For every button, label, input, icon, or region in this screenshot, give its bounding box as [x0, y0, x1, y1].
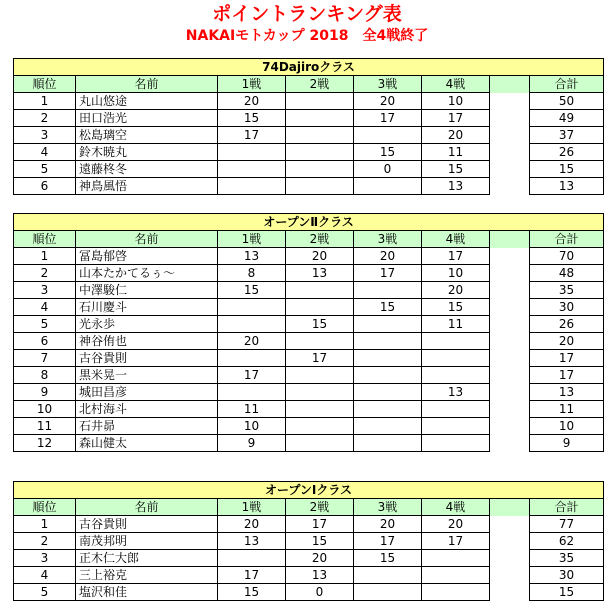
- header-r4: 4戦: [422, 499, 490, 516]
- cell-r3: [354, 282, 422, 299]
- header-rank: 順位: [14, 231, 76, 248]
- cell-r4: [422, 550, 490, 567]
- cell-name: 古谷貴則: [76, 350, 218, 367]
- cell-r1: 15: [218, 584, 286, 601]
- cell-r3: [354, 384, 422, 401]
- class-title: オープンⅠクラス: [14, 482, 604, 499]
- cell-total: 48: [530, 265, 604, 282]
- cell-r3: 20: [354, 93, 422, 110]
- class-title: オープンⅡクラス: [14, 214, 604, 231]
- cell-r2: [286, 127, 354, 144]
- cell-r4: 11: [422, 144, 490, 161]
- cell-rank: 5: [14, 161, 76, 178]
- cell-rank: 2: [14, 533, 76, 550]
- cell-r1: 17: [218, 367, 286, 384]
- cell-r2: [286, 110, 354, 127]
- cell-r1: 20: [218, 333, 286, 350]
- table-row: [14, 516, 604, 533]
- cell-spacer: [490, 333, 530, 350]
- cell-r3: 15: [354, 550, 422, 567]
- cell-r2: [286, 435, 354, 452]
- cell-spacer: [490, 265, 530, 282]
- cell-rank: 7: [14, 350, 76, 367]
- cell-spacer: [490, 435, 530, 452]
- cell-r2: [286, 333, 354, 350]
- cell-name: 冨島郁啓: [76, 248, 218, 265]
- cell-r3: [354, 435, 422, 452]
- cell-rank: 9: [14, 384, 76, 401]
- cell-total: 10: [530, 418, 604, 435]
- header-row: [14, 231, 604, 248]
- cell-total: 50: [530, 93, 604, 110]
- table-row: [14, 367, 604, 384]
- cell-spacer: [490, 161, 530, 178]
- cell-total: 30: [530, 299, 604, 316]
- cell-r3: [354, 350, 422, 367]
- header-total: 合計: [530, 231, 604, 248]
- cell-total: 20: [530, 333, 604, 350]
- table-row: [14, 282, 604, 299]
- cell-r4: [422, 367, 490, 384]
- cell-r1: [218, 550, 286, 567]
- cell-rank: 11: [14, 418, 76, 435]
- cell-r3: 15: [354, 144, 422, 161]
- table-row: [14, 299, 604, 316]
- cell-rank: 1: [14, 93, 76, 110]
- table-row: [14, 550, 604, 567]
- class-title: 74Dajiroクラス: [14, 59, 604, 76]
- cell-total: 26: [530, 316, 604, 333]
- table-row: [14, 401, 604, 418]
- table-row: [14, 567, 604, 584]
- cell-total: 9: [530, 435, 604, 452]
- cell-r2: 15: [286, 533, 354, 550]
- header-r4: 4戦: [422, 76, 490, 93]
- cell-r2: 20: [286, 248, 354, 265]
- cell-name: 城田昌彦: [76, 384, 218, 401]
- header-spacer: [490, 499, 530, 516]
- cell-spacer: [490, 401, 530, 418]
- cell-rank: 8: [14, 367, 76, 384]
- cell-r1: [218, 384, 286, 401]
- header-r3: 3戦: [354, 499, 422, 516]
- cell-rank: 12: [14, 435, 76, 452]
- cell-name: 森山健太: [76, 435, 218, 452]
- cell-total: 37: [530, 127, 604, 144]
- cell-total: 15: [530, 584, 604, 601]
- header-r1: 1戦: [218, 231, 286, 248]
- header-r2: 2戦: [286, 231, 354, 248]
- cell-r2: [286, 144, 354, 161]
- cell-r2: 13: [286, 567, 354, 584]
- table-row: [14, 144, 604, 161]
- cell-r2: [286, 178, 354, 195]
- cell-total: 11: [530, 401, 604, 418]
- class-title-row: [14, 482, 604, 499]
- header-r4: 4戦: [422, 231, 490, 248]
- cell-r3: 0: [354, 161, 422, 178]
- cell-r3: 17: [354, 533, 422, 550]
- cell-rank: 4: [14, 299, 76, 316]
- cell-r3: 17: [354, 265, 422, 282]
- cell-name: 田口浩光: [76, 110, 218, 127]
- header-spacer: [490, 76, 530, 93]
- header-r1: 1戦: [218, 499, 286, 516]
- cell-total: 62: [530, 533, 604, 550]
- cell-r1: 11: [218, 401, 286, 418]
- cell-r4: 10: [422, 265, 490, 282]
- cell-name: 石井昴: [76, 418, 218, 435]
- cell-r1: 15: [218, 282, 286, 299]
- cell-r4: [422, 401, 490, 418]
- cell-r1: [218, 178, 286, 195]
- cell-name: 正木仁大郎: [76, 550, 218, 567]
- header-total: 合計: [530, 499, 604, 516]
- cell-name: 鈴木暁丸: [76, 144, 218, 161]
- cell-name: 中澤駿仁: [76, 282, 218, 299]
- cell-rank: 1: [14, 516, 76, 533]
- cell-rank: 3: [14, 127, 76, 144]
- cell-r4: [422, 567, 490, 584]
- cell-r2: [286, 93, 354, 110]
- cell-spacer: [490, 418, 530, 435]
- table-row: [14, 584, 604, 601]
- cell-r4: [422, 435, 490, 452]
- cell-rank: 3: [14, 282, 76, 299]
- header-rank: 順位: [14, 76, 76, 93]
- cell-r2: 15: [286, 316, 354, 333]
- cell-name: 塩沢和佳: [76, 584, 218, 601]
- cell-spacer: [490, 282, 530, 299]
- cell-total: 17: [530, 367, 604, 384]
- cell-name: 光永歩: [76, 316, 218, 333]
- header-name: 名前: [76, 499, 218, 516]
- cell-rank: 10: [14, 401, 76, 418]
- cell-spacer: [490, 299, 530, 316]
- cell-r3: 20: [354, 516, 422, 533]
- table-row: [14, 161, 604, 178]
- cell-spacer: [490, 93, 530, 110]
- cell-r1: 13: [218, 248, 286, 265]
- cell-r2: [286, 299, 354, 316]
- cell-rank: 5: [14, 584, 76, 601]
- class-table-open-1: [13, 481, 604, 601]
- cell-r3: [354, 316, 422, 333]
- table-row: [14, 316, 604, 333]
- cell-r3: [354, 178, 422, 195]
- cell-r4: 20: [422, 127, 490, 144]
- cell-r1: 17: [218, 567, 286, 584]
- cell-r4: 15: [422, 161, 490, 178]
- cell-spacer: [490, 110, 530, 127]
- cell-spacer: [490, 144, 530, 161]
- cell-name: 遠藤柊冬: [76, 161, 218, 178]
- cell-r3: [354, 401, 422, 418]
- cell-spacer: [490, 127, 530, 144]
- cell-rank: 4: [14, 144, 76, 161]
- cell-r2: [286, 161, 354, 178]
- cell-r1: 15: [218, 110, 286, 127]
- header-row: [14, 76, 604, 93]
- cell-r4: 17: [422, 110, 490, 127]
- cell-r2: 20: [286, 550, 354, 567]
- cell-total: 17: [530, 350, 604, 367]
- class-table-74dajiro: [13, 58, 604, 195]
- cell-spacer: [490, 178, 530, 195]
- cell-r4: 13: [422, 178, 490, 195]
- cell-total: 13: [530, 178, 604, 195]
- cell-r4: [422, 333, 490, 350]
- cell-total: 49: [530, 110, 604, 127]
- header-spacer: [490, 231, 530, 248]
- table-row: [14, 110, 604, 127]
- header-r3: 3戦: [354, 76, 422, 93]
- header-r1: 1戦: [218, 76, 286, 93]
- cell-name: 三上裕克: [76, 567, 218, 584]
- cell-spacer: [490, 584, 530, 601]
- cell-r4: 15: [422, 299, 490, 316]
- cell-rank: 4: [14, 567, 76, 584]
- table-row: [14, 350, 604, 367]
- header-r2: 2戦: [286, 76, 354, 93]
- cell-name: 南茂邦明: [76, 533, 218, 550]
- cell-name: 古谷貴則: [76, 516, 218, 533]
- cell-total: 26: [530, 144, 604, 161]
- class-title-row: [14, 59, 604, 76]
- cell-r2: 17: [286, 516, 354, 533]
- header-total: 合計: [530, 76, 604, 93]
- cell-r2: 13: [286, 265, 354, 282]
- cell-r1: [218, 350, 286, 367]
- cell-r1: 20: [218, 516, 286, 533]
- cell-name: 石川慶斗: [76, 299, 218, 316]
- table-row: [14, 178, 604, 195]
- cell-name: 黒米晃一: [76, 367, 218, 384]
- cell-total: 77: [530, 516, 604, 533]
- cell-r1: 17: [218, 127, 286, 144]
- cell-r1: [218, 316, 286, 333]
- header-r2: 2戦: [286, 499, 354, 516]
- cell-r2: [286, 282, 354, 299]
- cell-rank: 2: [14, 110, 76, 127]
- cell-rank: 5: [14, 316, 76, 333]
- cell-r1: 10: [218, 418, 286, 435]
- cell-name: 神谷侑也: [76, 333, 218, 350]
- cell-rank: 3: [14, 550, 76, 567]
- cell-r4: 20: [422, 282, 490, 299]
- cell-r4: 17: [422, 533, 490, 550]
- cell-total: 35: [530, 282, 604, 299]
- cell-total: 70: [530, 248, 604, 265]
- class-table-open-2: [13, 213, 604, 452]
- page-subtitle: NAKAIモトカップ 2018 全4戦終了: [185, 28, 429, 44]
- cell-r3: [354, 127, 422, 144]
- cell-total: 35: [530, 550, 604, 567]
- cell-r3: 17: [354, 110, 422, 127]
- cell-r2: 17: [286, 350, 354, 367]
- page-title: ポイントランキング表: [212, 3, 402, 25]
- cell-r1: 9: [218, 435, 286, 452]
- table-row: [14, 248, 604, 265]
- header-name: 名前: [76, 231, 218, 248]
- cell-r3: 15: [354, 299, 422, 316]
- cell-spacer: [490, 367, 530, 384]
- cell-spacer: [490, 350, 530, 367]
- cell-name: 北村海斗: [76, 401, 218, 418]
- cell-r3: [354, 367, 422, 384]
- header-rank: 順位: [14, 499, 76, 516]
- cell-r1: 8: [218, 265, 286, 282]
- table-row: [14, 93, 604, 110]
- cell-total: 30: [530, 567, 604, 584]
- cell-rank: 1: [14, 248, 76, 265]
- cell-total: 15: [530, 161, 604, 178]
- cell-r1: [218, 299, 286, 316]
- cell-r4: 10: [422, 93, 490, 110]
- cell-spacer: [490, 550, 530, 567]
- table-row: [14, 127, 604, 144]
- cell-r1: [218, 144, 286, 161]
- cell-r4: [422, 418, 490, 435]
- cell-r4: 20: [422, 516, 490, 533]
- cell-spacer: [490, 516, 530, 533]
- cell-spacer: [490, 533, 530, 550]
- cell-rank: 2: [14, 265, 76, 282]
- table-row: [14, 333, 604, 350]
- cell-spacer: [490, 316, 530, 333]
- cell-name: 丸山悠途: [76, 93, 218, 110]
- cell-name: 山本たかてるぅ〜: [76, 265, 218, 282]
- cell-spacer: [490, 567, 530, 584]
- table-row: [14, 265, 604, 282]
- header-name: 名前: [76, 76, 218, 93]
- cell-r1: [218, 161, 286, 178]
- cell-r2: [286, 367, 354, 384]
- cell-r1: 13: [218, 533, 286, 550]
- cell-r3: [354, 333, 422, 350]
- cell-r3: 20: [354, 248, 422, 265]
- table-row: [14, 435, 604, 452]
- cell-spacer: [490, 384, 530, 401]
- table-row: [14, 384, 604, 401]
- cell-rank: 6: [14, 333, 76, 350]
- cell-r2: [286, 401, 354, 418]
- cell-r4: [422, 584, 490, 601]
- cell-r3: [354, 418, 422, 435]
- cell-name: 神鳥風悟: [76, 178, 218, 195]
- cell-r3: [354, 584, 422, 601]
- cell-r2: 0: [286, 584, 354, 601]
- cell-spacer: [490, 248, 530, 265]
- table-row: [14, 418, 604, 435]
- cell-r4: [422, 350, 490, 367]
- header-row: [14, 499, 604, 516]
- cell-r4: 17: [422, 248, 490, 265]
- cell-total: 13: [530, 384, 604, 401]
- cell-r4: 11: [422, 316, 490, 333]
- cell-r2: [286, 418, 354, 435]
- cell-r3: [354, 567, 422, 584]
- cell-rank: 6: [14, 178, 76, 195]
- table-row: [14, 533, 604, 550]
- cell-r1: 20: [218, 93, 286, 110]
- cell-r4: 13: [422, 384, 490, 401]
- cell-r2: [286, 384, 354, 401]
- cell-name: 松島璃空: [76, 127, 218, 144]
- header-r3: 3戦: [354, 231, 422, 248]
- class-title-row: [14, 214, 604, 231]
